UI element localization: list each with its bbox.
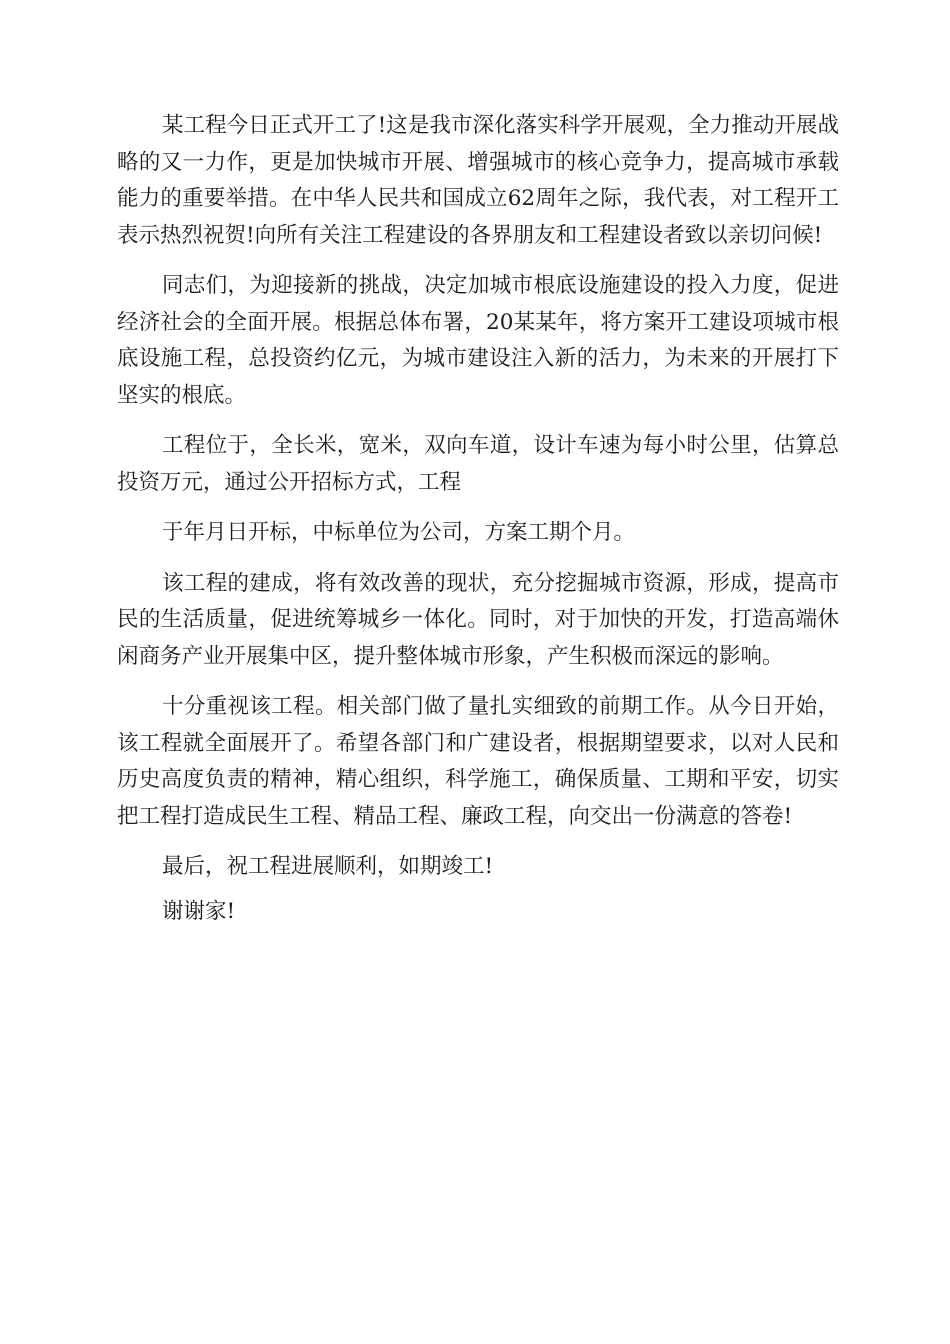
paragraph-expectations: 十分重视该工程。相关部门做了量扎实细致的前期工作。从今日开始，该工程就全面展开了。希望各部门和广建设者，根据期望要求，以对人民和历史高度负责的精神，精心组织，科学施工，确保质量、工期和平安，切实把工程打造成民生工程、精品工程、廉政工程，向交出一份满意的答卷! <box>117 694 839 829</box>
paragraph-thanks: 谢谢家! <box>162 898 236 924</box>
paragraph-wishes: 最后，祝工程进展顺利，如期竣工! <box>162 854 494 879</box>
document-body <box>117 108 839 944</box>
paragraph-investment: 同志们，为迎接新的挑战，决定加城市根底设施建设的投入力度，促进经济社会的全面开展。根据总体布署，20某某年，将方案开工建设项城市根底设施工程，总投资约亿元，为城市建设注入新的活力，为未来的开展打下坚实的根底。 <box>117 273 839 408</box>
paragraph-bidding: 于年月日开标，中标单位为公司，方案工期个月。 <box>162 520 636 545</box>
paragraph-opening: 某工程今日正式开工了!这是我市深化落实科学开展观，全力推动开展战略的又一力作，更是加快城市开展、增强城市的核心竞争力，提高城市承载能力的重要举措。在中华人民共和国成立62周年之际，我代表，对工程开工表示热烈祝贺!向所有关注工程建设的各界朋友和工程建设者致以亲切问候! <box>117 113 839 248</box>
paragraph-significance: 该工程的建成，将有效改善的现状，充分挖掘城市资源，形成，提高市民的生活质量，促进统筹城乡一体化。同时，对于加快的开发，打造高端休闲商务产业开展集中区，提升整体城市形象，产生积极而深远的影响。 <box>117 570 839 669</box>
paragraph-location: 工程位于，全长米，宽米，双向车道，设计车速为每小时公里，估算总投资万元，通过公开招标方式，工程 <box>117 433 839 495</box>
